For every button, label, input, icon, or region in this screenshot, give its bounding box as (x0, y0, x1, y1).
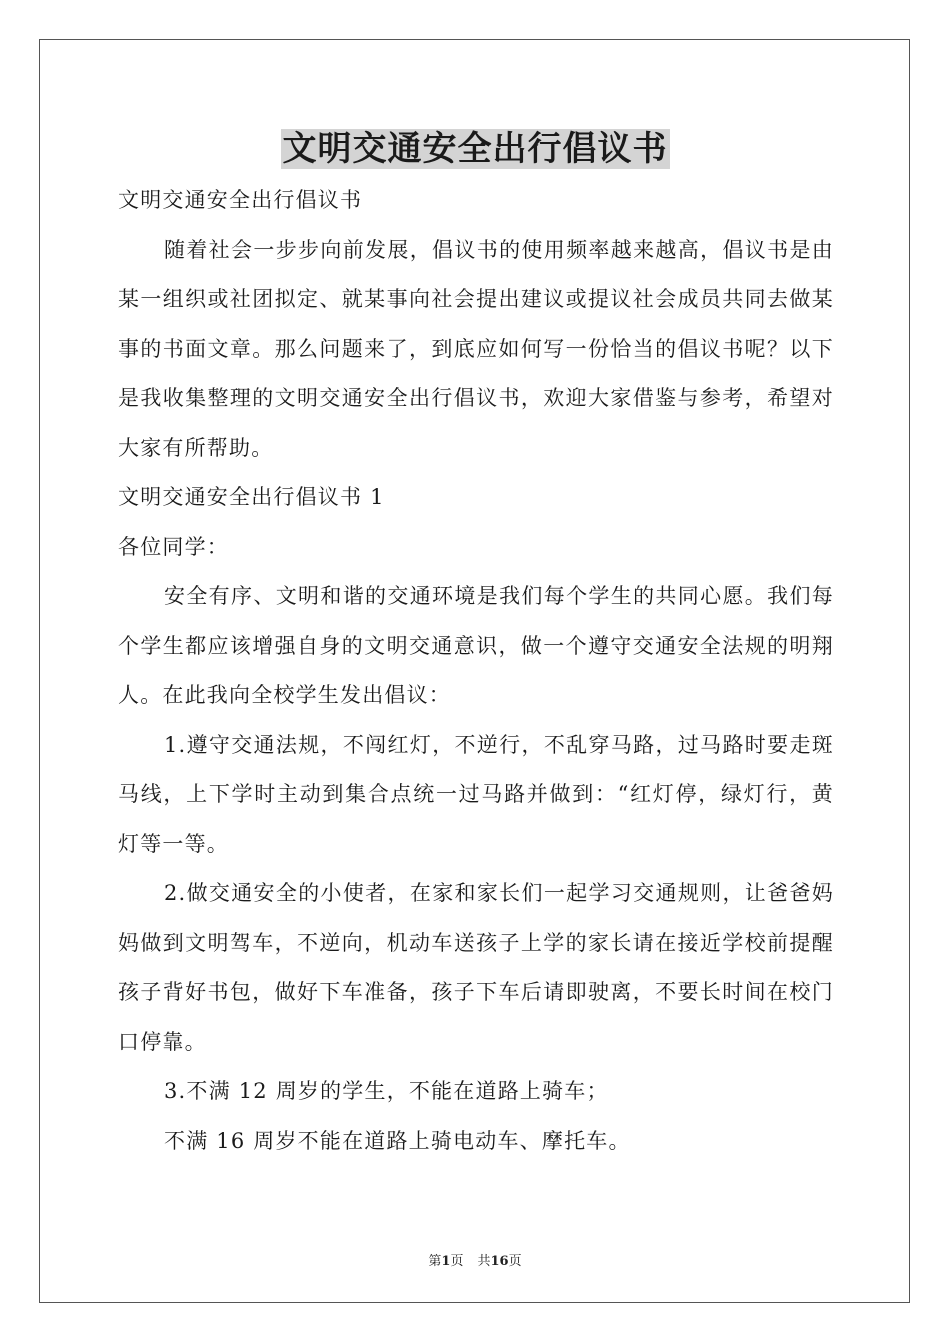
list-item-3-continued: 不满 16 周岁不能在道路上骑电动车、摩托车。 (164, 1128, 631, 1153)
total-suffix: 页 (508, 1254, 522, 1269)
page-total: 16 (490, 1254, 509, 1269)
list-item-1: 1.遵守交通法规，不闯红灯，不逆行，不乱穿马路，过马路时要走斑马线，上下学时主动到集合点统一过马路并做到：“红灯停，绿灯行，黄灯等一等。 (118, 732, 834, 856)
total-prefix: 共 (477, 1254, 491, 1269)
page-prefix: 第 (428, 1254, 442, 1269)
list-item-2: 2.做交通安全的小使者，在家和家长们一起学习交通规则，让爸爸妈妈做到文明驾车，不逆向，机动车送孩子上学的家长请在接近学校前提醒孩子背好书包，做好下车准备，孩子下车后请即驶离，不要长时间在校门口停靠。 (118, 881, 834, 1054)
salutation: 各位同学： (118, 534, 229, 559)
list-item-3: 3.不满 12 周岁的学生，不能在道路上骑车； (164, 1079, 609, 1103)
page-footer (0, 1250, 950, 1269)
document-title-text: 文明交通安全出行倡议书 (282, 129, 668, 169)
paragraph-intro: 随着社会一步步向前发展，倡议书的使用频率越来越高，倡议书是由某一组织或社团拟定、就某事向社会提出建议或提议社会成员共同去做某事的书面文章。那么问题来了，到底应如何写一份恰当的倡议书呢？以下是我收集整理的文明交通安全出行倡议书，欢迎大家借鉴与参考，希望对大家有所帮助。 (118, 237, 834, 460)
page-current: 1 (441, 1254, 451, 1269)
paragraph-subtitle: 文明交通安全出行倡议书 (118, 188, 363, 212)
section-heading: 文明交通安全出行倡议书 1 (118, 485, 385, 509)
page-suffix: 页 (450, 1254, 464, 1269)
document-title (0, 124, 950, 174)
document-body (118, 176, 834, 1166)
paragraph-body: 安全有序、文明和谐的交通环境是我们每个学生的共同心愿。我们每个学生都应该增强自身的文明交通意识，做一个遵守交通安全法规的明翔人。在此我向全校学生发出倡议： (118, 584, 834, 707)
